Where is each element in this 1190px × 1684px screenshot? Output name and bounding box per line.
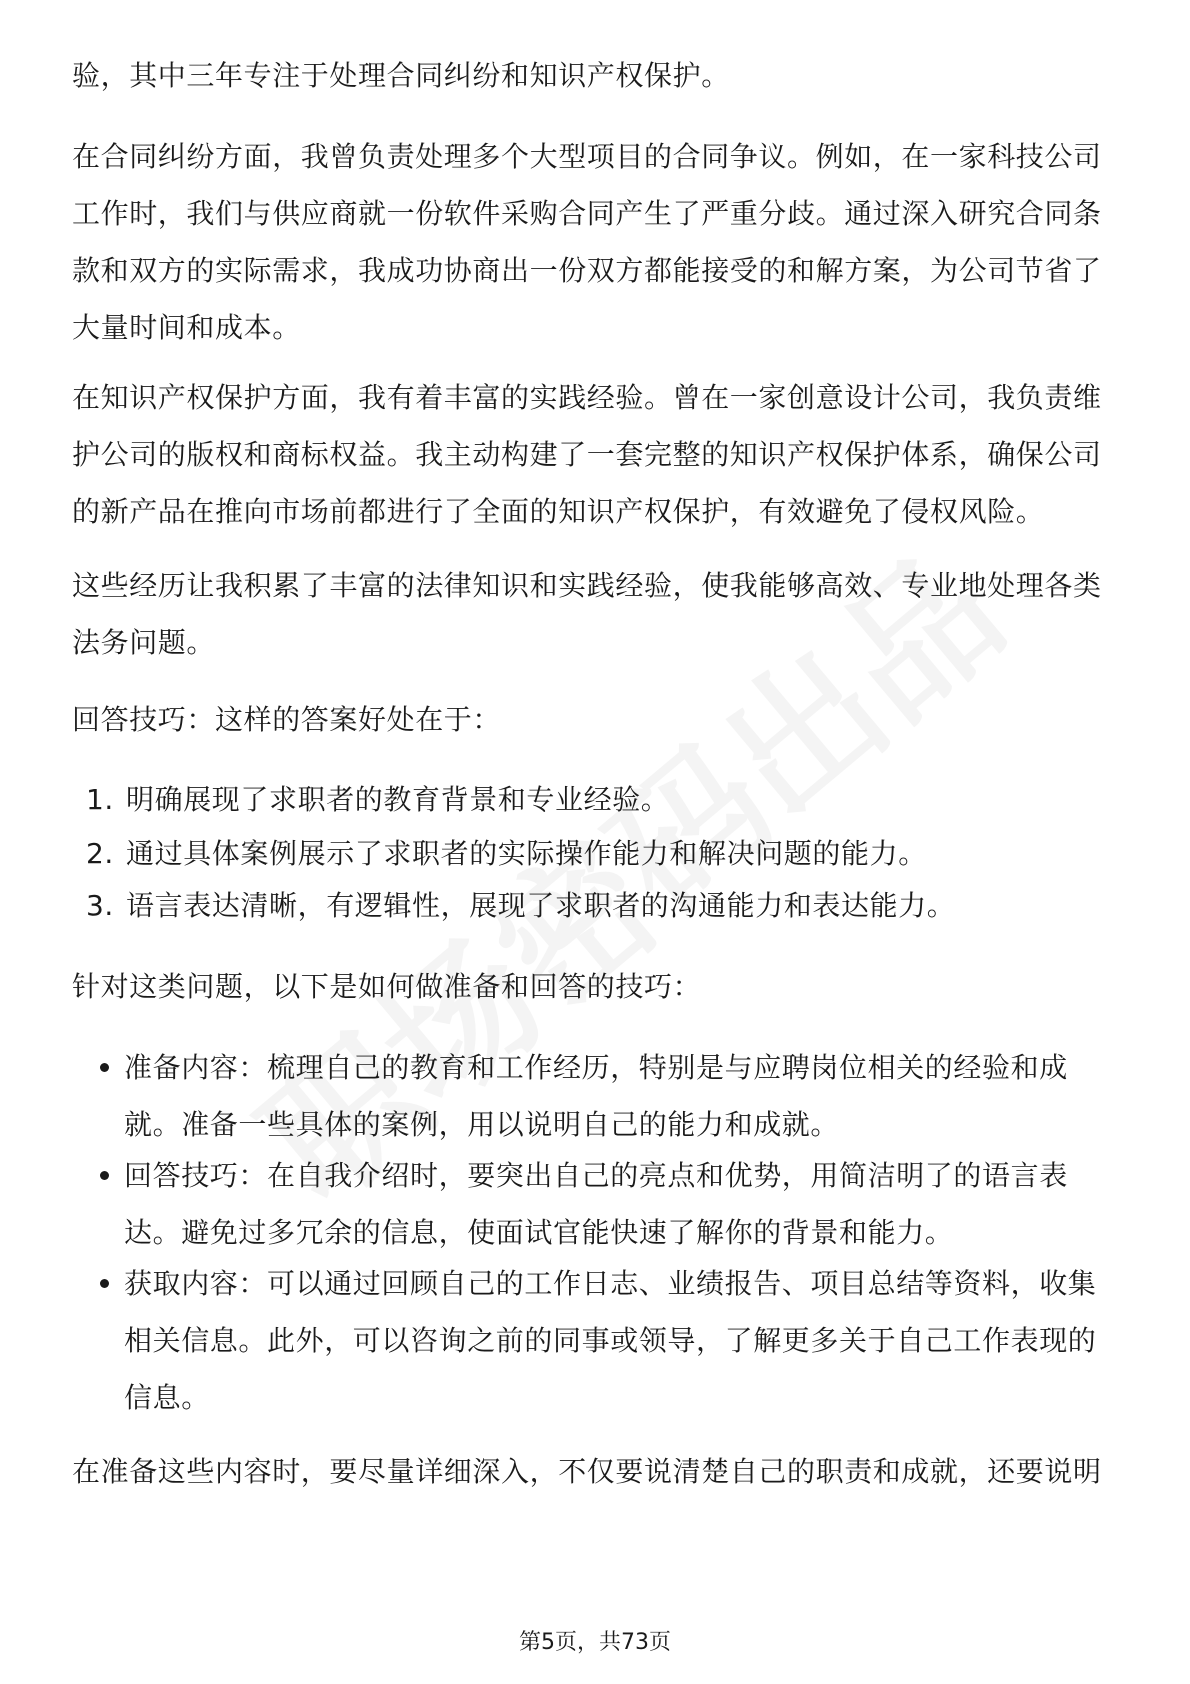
paragraph-1: 验，其中三年专注于处理合同纠纷和知识产权保护。 (72, 59, 730, 92)
ordered-list-item (86, 771, 1116, 828)
bullet-list-item (124, 1147, 1124, 1261)
paragraph-3: 在知识产权保护方面，我有着丰富的实践经验。曾在一家创意设计公司，我负责维护公司的版权和商标权益。我主动构建了一套完整的知识产权保护体系，确保公司的新产品在推向市场前都进行了全面的知识产权保护，有效避免了侵权风险。 (72, 381, 1102, 528)
bullet-icon (100, 1279, 109, 1288)
bullet-list-item (124, 1039, 1124, 1153)
page-number: 第5页，共73页 (519, 1630, 671, 1655)
paragraph-7: 在准备这些内容时，要尽量详细深入，不仅要说清楚自己的职责和成就，还要说明 (72, 1455, 1102, 1488)
list-item-text: 获取内容：可以通过回顾自己的工作日志、业绩报告、项目总结等资料，收集相关信息。此外，可以咨询之前的同事或领导，了解更多关于自己工作表现的信息。 (124, 1267, 1097, 1414)
list-number: 3. (86, 889, 114, 922)
paragraph-4: 这些经历让我积累了丰富的法律知识和实践经验，使我能够高效、专业地处理各类法务问题。 (72, 569, 1102, 659)
list-number: 1. (86, 783, 114, 816)
paragraph-5: 回答技巧：这样的答案好处在于： (72, 703, 502, 736)
list-item-text: 准备内容：梳理自己的教育和工作经历，特别是与应聘岗位相关的经验和成就。准备一些具体的案例，用以说明自己的能力和成就。 (124, 1051, 1068, 1141)
list-item-text: 回答技巧：在自我介绍时，要突出自己的亮点和优势，用简洁明了的语言表达。避免过多冗余的信息，使面试官能快速了解你的背景和能力。 (124, 1159, 1068, 1249)
bullet-icon (100, 1063, 109, 1072)
list-item-text: 明确展现了求职者的教育背景和专业经验。 (126, 783, 670, 816)
ordered-list-item (86, 825, 1116, 882)
paragraph-2: 在合同纠纷方面，我曾负责处理多个大型项目的合同争议。例如，在一家科技公司工作时，我们与供应商就一份软件采购合同产生了严重分歧。通过深入研究合同条款和双方的实际需求，我成功协商出一份双方都能接受的和解方案，为公司节省了大量时间和成本。 (72, 140, 1102, 344)
bullet-list-item (124, 1255, 1124, 1426)
paragraph-6: 针对这类问题，以下是如何做准备和回答的技巧： (72, 970, 702, 1003)
list-item-text: 语言表达清晰，有逻辑性，展现了求职者的沟通能力和表达能力。 (126, 889, 956, 922)
ordered-list-item (86, 877, 1116, 934)
list-item-text: 通过具体案例展示了求职者的实际操作能力和解决问题的能力。 (126, 837, 927, 870)
bullet-icon (100, 1171, 109, 1180)
list-number: 2. (86, 837, 114, 870)
